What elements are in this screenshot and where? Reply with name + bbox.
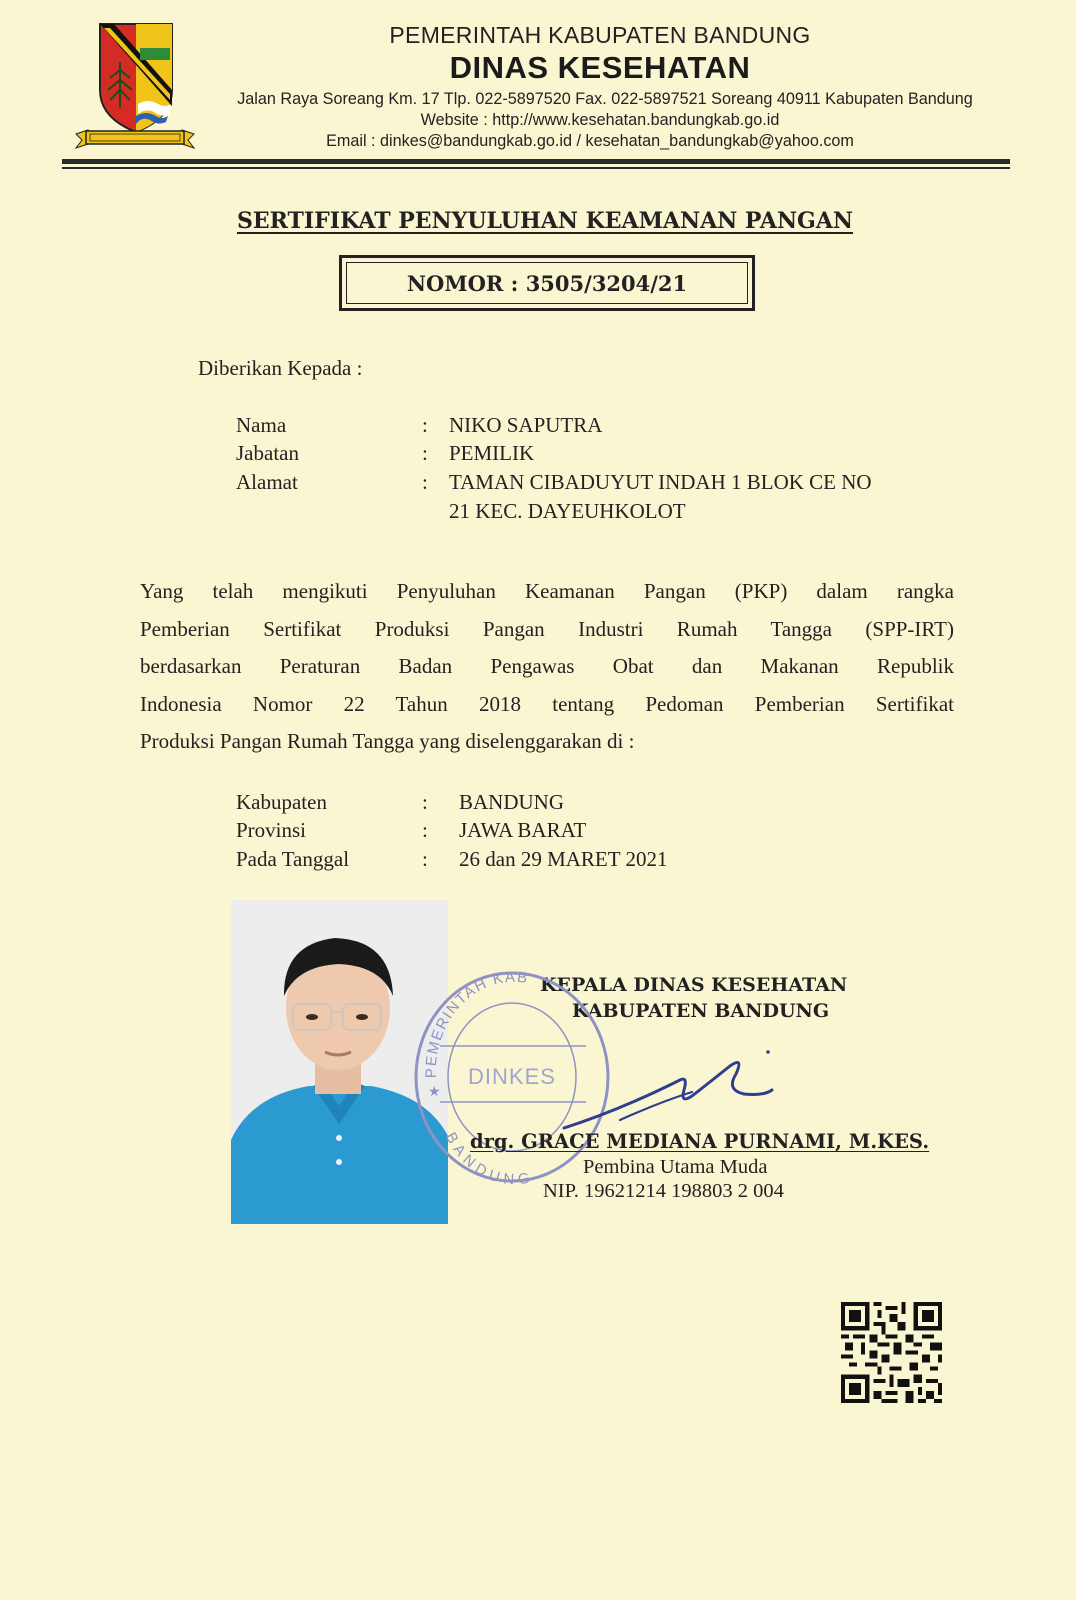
- field-value-alamat-line1: TAMAN CIBADUYUT INDAH 1 BLOK CE NO: [449, 470, 872, 494]
- department-heading: DINAS KESEHATAN: [449, 50, 751, 85]
- event-value-tanggal: 26 dan 29 MARET 2021: [459, 847, 668, 871]
- field-value-alamat-line2: 21 KEC. DAYEUHKOLOT: [449, 499, 686, 523]
- address-line: Jalan Raya Soreang Km. 17 Tlp. 022-5897520 Fax. 022-5897521 Soreang 40911 Kabupaten Bandung: [237, 90, 973, 108]
- event-label-provinsi: Provinsi: [236, 818, 307, 842]
- event-label-tanggal: Pada Tanggal: [236, 847, 350, 871]
- body-line: Yang telah mengikuti Penyuluhan Keamanan Pangan (PKP) dalam rangka: [140, 579, 954, 603]
- certificate-number-box: [339, 255, 755, 311]
- signatory-name: drg. GRACE MEDIANA PURNAMI, M.KES.: [470, 1130, 930, 1153]
- header-divider-thick: [62, 159, 1010, 164]
- body-paragraph: [140, 573, 954, 761]
- svg-text:PEMERINTAH KAB: [423, 969, 530, 1079]
- field-colon: :: [422, 470, 428, 494]
- recipient-intro: Diberikan Kepada :: [198, 356, 363, 380]
- email-line: Email : dinkes@bandungkab.go.id / kesehatan_bandungkab@yahoo.com: [326, 132, 854, 150]
- field-colon: :: [422, 847, 428, 871]
- field-value-nama: NIKO SAPUTRA: [449, 413, 603, 437]
- field-colon: :: [422, 441, 428, 465]
- field-label-nama: Nama: [236, 413, 287, 437]
- field-label-alamat: Alamat: [236, 470, 298, 494]
- bandung-regency-logo: [70, 20, 200, 152]
- field-value-jabatan: PEMILIK: [449, 441, 535, 465]
- field-colon: :: [422, 818, 428, 842]
- body-line: Produksi Pangan Rumah Tangga yang diselenggarakan di :: [140, 729, 635, 753]
- stamp-bottom-text: BANDUNG: [441, 1129, 537, 1189]
- header-divider-thin: [62, 167, 1010, 169]
- field-label-jabatan: Jabatan: [236, 441, 299, 465]
- event-label-kabupaten: Kabupaten: [236, 790, 327, 814]
- body-line: berdasarkan Peraturan Badan Pengawas Obat dan Makanan Republik: [140, 654, 954, 678]
- body-line: Pemberian Sertifikat Produksi Pangan Industri Rumah Tangga (SPP-IRT): [140, 616, 954, 641]
- website-line: Website : http://www.kesehatan.bandungkab.go.id: [420, 111, 780, 129]
- handwritten-signature: [560, 1040, 790, 1130]
- svg-text:★: ★: [428, 1085, 441, 1100]
- certificate-title: SERTIFIKAT PENYULUHAN KEAMANAN PANGAN: [236, 208, 854, 234]
- signatory-rank: Pembina Utama Muda: [583, 1156, 768, 1178]
- body-line: Indonesia Nomor 22 Tahun 2018 tentang Pedoman Pemberian Sertifikat: [140, 691, 954, 716]
- qr-code: [841, 1302, 942, 1403]
- signatory-title-line1: KEPALA DINAS KESEHATAN: [540, 974, 848, 996]
- government-heading: PEMERINTAH KABUPATEN BANDUNG: [389, 22, 811, 48]
- event-value-kabupaten: BANDUNG: [459, 790, 564, 814]
- field-colon: :: [422, 790, 428, 814]
- certificate-number: NOMOR : 3505/3204/21: [346, 262, 748, 304]
- signatory-nip: NIP. 19621214 198803 2 004: [543, 1180, 784, 1202]
- stamp-center-text: DINKES: [468, 1064, 556, 1089]
- stamp-top-text: PEMERINTAH KAB: [422, 968, 530, 1079]
- signatory-title-line2: KABUPATEN BANDUNG: [572, 1000, 830, 1022]
- event-value-provinsi: JAWA BARAT: [459, 818, 587, 842]
- field-colon: :: [422, 413, 428, 437]
